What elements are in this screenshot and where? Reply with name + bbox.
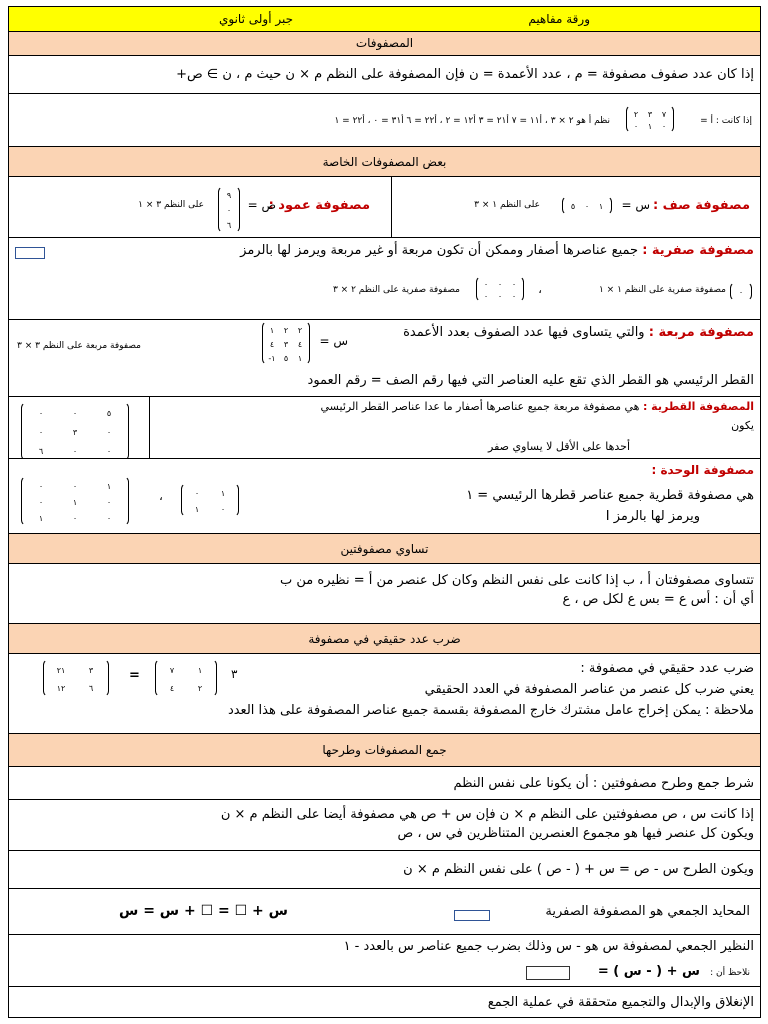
example-row — [9, 94, 760, 147]
inverse-note-equation: س + ( - س ) = — [597, 964, 700, 979]
subtraction-def: ويكون الطرح س - ص = س + ( - ص ) على نفس النظم م × ن — [403, 862, 754, 877]
square-matrix — [262, 321, 310, 365]
m-cell: ٠ — [483, 280, 489, 289]
m-cell: ٠ — [511, 292, 517, 301]
row-vector-eq: س = — [621, 198, 650, 212]
identity-separator: ، — [159, 489, 163, 503]
neutral-row — [9, 889, 760, 935]
concept-sheet — [8, 6, 761, 1018]
m-cell: ٤ — [297, 340, 303, 349]
header-right: ورقة مفاهيم — [528, 12, 590, 26]
zero-label: مصفوفة صفرية : — [642, 243, 754, 258]
m-cell: ٠ — [661, 122, 667, 131]
header-bar — [9, 7, 760, 32]
scalar-row — [9, 654, 760, 734]
example-matrix — [626, 105, 674, 133]
neutral-zero-symbol — [454, 910, 490, 921]
m-cell: ٠ — [226, 206, 232, 215]
diagonal-def — [321, 400, 754, 413]
m-cell: ١ — [297, 354, 303, 363]
order-definition — [9, 56, 760, 94]
m-cell: ١ — [194, 505, 200, 514]
diagonal-matrix — [21, 402, 129, 459]
m-cell: ٠ — [38, 482, 44, 491]
inverse-row — [9, 935, 760, 987]
row-vector-label: مصفوفة صف : — [652, 198, 750, 213]
identity-symbol: ويرمز لها بالرمز I — [605, 509, 700, 524]
m-cell: ٠ — [72, 514, 78, 523]
identity-3x3 — [21, 476, 129, 526]
m-cell: ٦ — [226, 221, 232, 230]
neutral-def: المحايد الجمعي هو المصفوفة الصفرية — [545, 904, 750, 919]
m-cell: ٠ — [72, 447, 78, 456]
m-cell: ٣ — [72, 428, 78, 437]
m-cell: ١ — [72, 498, 78, 507]
zero-symbol-box — [15, 247, 45, 259]
column-vector-order: على النظم ٣ × ١ — [138, 200, 204, 210]
zero-example-2: مصفوفة صفرية على النظم ٢ × ٣ — [332, 285, 460, 295]
identity-label: مصفوفة الوحدة : — [651, 463, 754, 477]
column-vector-matrix — [218, 186, 240, 233]
section-matrices: المصفوفات — [9, 32, 760, 56]
m-cell: ٠ — [633, 122, 639, 131]
inverse-note-label: نلاحظ أن : — [710, 968, 750, 978]
m-cell: ١ — [197, 666, 203, 675]
m-cell: ٠ — [584, 202, 590, 211]
m-cell: ٤ — [169, 684, 175, 693]
square-matrix-row — [9, 320, 760, 397]
m-cell: ٦ — [88, 684, 94, 693]
identity-2x2 — [181, 483, 239, 517]
m-cell: ٢ — [283, 326, 289, 335]
diagonal-matrix-row — [9, 397, 760, 459]
m-cell: ٢١ — [56, 666, 66, 675]
diagonal-text: هي مصفوفة مربعة جميع عناصرها أصفار ما عدا عناصر القطر الرئيسي — [320, 400, 640, 413]
diagonal-label: المصفوفة القطرية : — [642, 400, 754, 413]
m-cell: ٠ — [72, 482, 78, 491]
square-label: مصفوفة مربعة : — [648, 325, 754, 340]
m-cell: ٠ — [220, 505, 226, 514]
closure-text: الإنغلاق والإبدال والتجميع متحققة في عملية الجمع — [487, 995, 754, 1010]
m-cell: ٠ — [497, 292, 503, 301]
diagonal-text-2: يكون — [731, 419, 754, 432]
order-def-text: إذا كان عدد صفوف مصفوفة = م ، عدد الأعمدة = ن فإن المصفوفة على النظم م × ن حيث م ، ن ∋ ص+ — [176, 67, 754, 82]
m-cell: ٦ — [38, 447, 44, 456]
m-cell: ٥ — [283, 354, 289, 363]
zero-def — [240, 243, 754, 258]
m-cell: ٠ — [106, 428, 112, 437]
m-cell: ٠ — [511, 280, 517, 289]
m-cell: ٧ — [661, 110, 667, 119]
diagonal-divider — [149, 397, 150, 458]
main-diagonal-def: القطر الرئيسي هو القطر الذي تقع عليه العناصر التي فيها رقم الصف = رقم العمود — [307, 373, 754, 388]
column-vector-label: مصفوفة عمود : — [268, 198, 370, 213]
m-cell: ٣ — [647, 110, 653, 119]
example-rest: نظم أ هو ٢ × ٣ ، أ١١ = ٧ أ٢١ = ٣ أ١٢ = ٢ ، أ٢٢ = ٦ أ٣١ = ٠ ، أ٢٢ = ١ — [334, 116, 610, 126]
m-cell: ٧ — [169, 666, 175, 675]
m-cell: ٠ — [106, 498, 112, 507]
addition-definition-row — [9, 800, 760, 851]
section-special: بعض المصفوفات الخاصة — [9, 147, 760, 177]
addition-condition-row — [9, 767, 760, 800]
equality-line-2: أي أن : أس ع = بس ع لكل ص ، ع — [562, 592, 754, 607]
square-order: مصفوفة مربعة على النظم ٣ × ٣ — [17, 341, 141, 351]
m-cell: ٣ — [283, 340, 289, 349]
m-cell: ٢ — [633, 110, 639, 119]
vectors-divider — [391, 177, 392, 237]
scalar-matrix-1 — [155, 659, 217, 697]
identity-text: هي مصفوفة قطرية جميع عناصر قطرها الرئيسي = ١ — [466, 488, 754, 503]
m-cell: ٠ — [738, 288, 744, 297]
scalar-line-1: ضرب عدد حقيقي في مصفوفة : — [580, 661, 754, 676]
m-cell: ١ — [106, 482, 112, 491]
diagonal-matrix-cell — [9, 397, 149, 459]
m-cell: ٠ — [194, 489, 200, 498]
m-cell: ٠ — [38, 409, 44, 418]
zero-1x1-matrix — [730, 282, 752, 301]
m-cell: ٠ — [72, 409, 78, 418]
m-cell: ٤ — [269, 340, 275, 349]
square-text: والتي يتساوى فيها عدد الصفوف بعدد الأعمدة — [403, 325, 645, 340]
m-cell: ١ — [220, 489, 226, 498]
section-scalar: ضرب عدد حقيقي في مصفوفة — [9, 624, 760, 654]
square-eq: س = — [319, 334, 348, 348]
m-cell: ٥ — [106, 409, 112, 418]
m-cell: ٠ — [106, 514, 112, 523]
row-vector-matrix — [562, 196, 612, 215]
identity-matrix-row — [9, 459, 760, 534]
m-cell: ١ — [269, 326, 275, 335]
header-left: جبر أولى ثانوي — [219, 12, 294, 26]
m-cell: ١ — [38, 514, 44, 523]
addition-condition: شرط جمع وطرح مصفوفتين : أن يكونا على نفس النظم — [453, 776, 754, 791]
column-vector-eq: ص = — [247, 198, 276, 212]
m-cell: ٠ — [106, 447, 112, 456]
m-cell: ١ — [598, 202, 604, 211]
closure-row — [9, 987, 760, 1017]
vectors-row — [9, 177, 760, 238]
row-vector-order: على النظم ١ × ٣ — [474, 200, 540, 210]
scalar-line-2: يعني ضرب كل عنصر من عناصر المصفوفة في العدد الحقيقي — [424, 682, 754, 697]
m-cell: ٠ — [38, 498, 44, 507]
neutral-equation: س + ☐ = ☐ + س = س — [119, 903, 288, 919]
m-cell: ٥ — [570, 202, 576, 211]
scalar-matrix-2 — [43, 659, 109, 697]
section-equality: تساوي مصفوفتين — [9, 534, 760, 564]
scalar-note: ملاحظة : يمكن إخراج عامل مشترك خارج المصفوفة بقسمة جميع عناصر المصفوفة على هذا العدد — [227, 703, 754, 718]
m-cell: ٢ — [197, 684, 203, 693]
m-cell: ١ — [647, 122, 653, 131]
equality-row — [9, 564, 760, 624]
square-def — [403, 325, 754, 340]
addition-def-1: إذا كانت س ، ص مصفوفتين على النظم م × ن فإن س + ص هي مصفوفة أيضا على النظم م × ن — [220, 807, 754, 822]
m-cell: ٣ — [88, 666, 94, 675]
m-cell: ١- — [268, 354, 276, 363]
scalar-equals: = — [129, 668, 140, 683]
zero-text: جميع عناصرها أصفار وممكن أن تكون مربعة أو غير مربعة ويرمز لها بالرمز — [240, 243, 639, 258]
section-addition: جمع المصفوفات وطرحها — [9, 734, 760, 767]
zero-example-1: مصفوفة صفرية على النظم ١ × ١ — [598, 285, 726, 295]
zero-2x3-matrix — [476, 276, 524, 302]
addition-def-2: ويكون كل عنصر فيها هو مجموع العنصرين المتناظرين في س ، ص — [397, 826, 754, 841]
m-cell: ١٢ — [56, 684, 66, 693]
example-prefix: إذا كانت : أ = — [700, 116, 752, 126]
m-cell: ٩ — [226, 191, 232, 200]
zero-separator: ، — [538, 282, 542, 296]
zero-matrix-row — [9, 238, 760, 320]
equality-line-1: تتساوى مصفوفتان أ ، ب إذا كانت على نفس النظم وكان كل عنصر من أ = نظيره من ب — [280, 573, 754, 588]
inverse-zero-box — [526, 966, 570, 980]
subtraction-row — [9, 851, 760, 889]
m-cell: ٠ — [38, 428, 44, 437]
scalar-k: ٣ — [231, 667, 238, 681]
m-cell: ٠ — [497, 280, 503, 289]
inverse-def: النظير الجمعي لمصفوفة س هو - س وذلك بضرب جميع عناصر س بالعدد - ١ — [343, 939, 754, 954]
m-cell: ٠ — [483, 292, 489, 301]
m-cell: ٢ — [297, 326, 303, 335]
diagonal-note: أحدها على الأقل لا يساوي صفر — [488, 440, 630, 453]
